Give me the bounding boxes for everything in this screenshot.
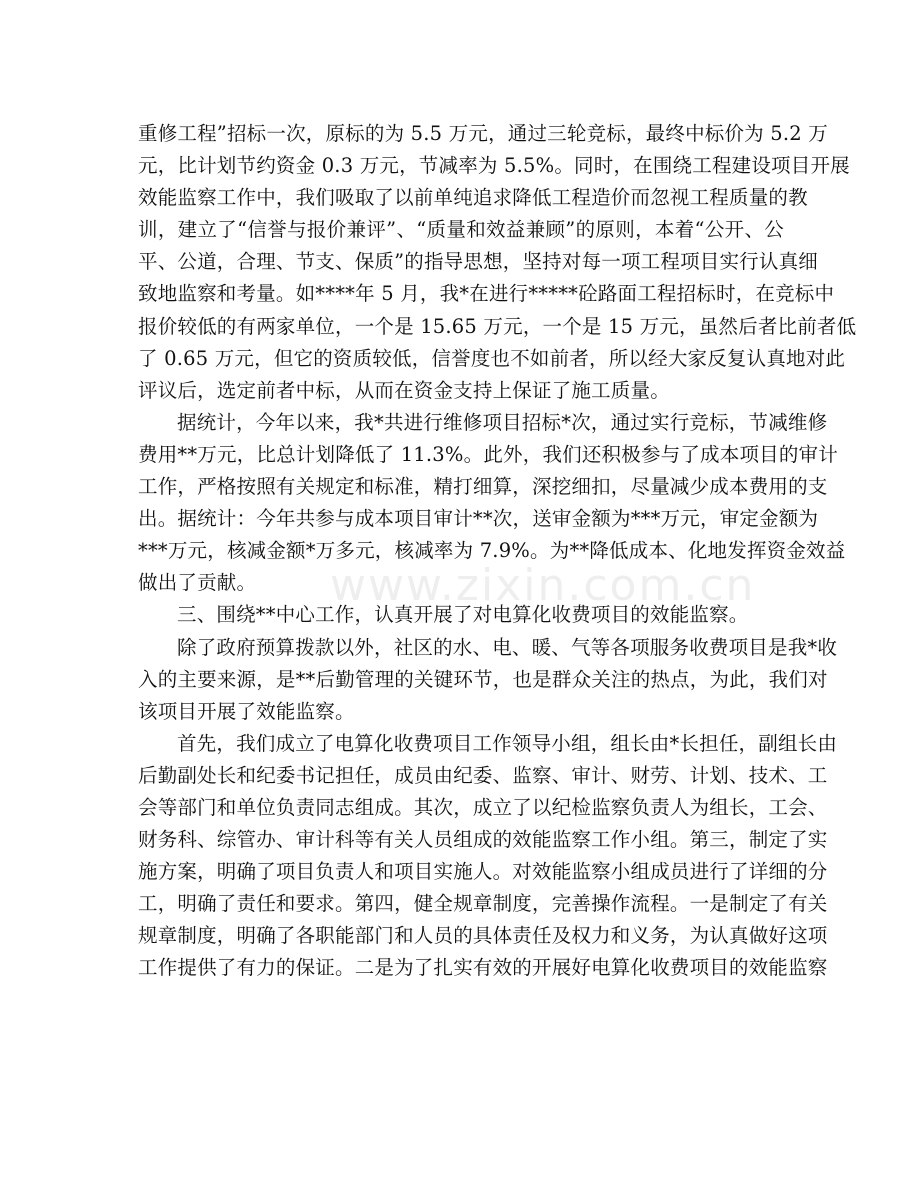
text-line: 工作，严格按照有关规定和标准，精打细算，深挖细扣，尽量减少成本费用的支	[138, 475, 828, 499]
text-line: 首先，我们成立了电算化收费项目工作领导小组，组长由*长担任，副组长由	[177, 731, 838, 755]
text-line: 入的主要来源，是**后勤管理的关键环节，也是群众关注的热点，为此，我们对	[138, 667, 828, 691]
text-line: 效能监察工作中，我们吸取了以前单纯追求降低工程造价而忽视工程质量的教	[138, 186, 808, 210]
text-line: 评议后，选定前者中标，从而在资金支持上保证了施工质量。	[138, 378, 670, 402]
text-line: 除了政府预算拨款以外，社区的水、电、暖、气等各项服务收费项目是我*收	[177, 635, 838, 659]
text-line: 训，建立了“信誉与报价兼评”、“质量和效益兼顾”的原则，本着“公开、公	[138, 218, 784, 242]
text-line: 报价较低的有两家单位，一个是 15.65 万元，一个是 15 万元，虽然后者比前者低	[138, 314, 857, 338]
text-line: 元，比计划节约资金 0.3 万元，节减率为 5.5%。同时，在围绕工程建设项目开展	[138, 154, 850, 178]
paragraph	[138, 407, 846, 600]
text-line: 了 0.65 万元，但它的资质较低，信誉度也不如前者，所以经大家反复认真地对此	[138, 346, 846, 370]
text-line: 财务科、综管办、审计科等有关人员组成的效能监察工作小组。第三，制定了实	[138, 828, 828, 852]
text-line: 致地监察和考量。如****年 5 月，我*在进行*****砼路面工程招标时，在竞标中	[138, 282, 835, 306]
text-line: 规章制度，明确了各职能部门和人员的具体责任及权力和义务，为认真做好这项	[138, 924, 828, 948]
text-line: 据统计，今年以来，我*共进行维修项目招标*次，通过实行竞标，节减维修	[177, 410, 828, 434]
paragraph	[138, 632, 838, 728]
text-line: 会等部门和单位负责同志组成。其次，成立了以纪检监察负责人为组长，工会、	[138, 795, 828, 819]
text-line: 该项目开展了效能监察。	[138, 699, 355, 723]
text-line: 平、公道，合理、节支、保质”的指导思想，坚持对每一项工程项目实行认真细	[138, 250, 818, 274]
document-body	[138, 118, 857, 985]
paragraph	[138, 118, 857, 407]
paragraph	[138, 728, 838, 985]
text-line: 工，明确了责任和要求。第四，健全规章制度，完善操作流程。一是制定了有关	[138, 892, 828, 916]
text-line: ***万元，核减金额*万多元，核减率为 7.9%。为**降低成本、化地发挥资金效益	[138, 539, 846, 563]
text-line: 工作提供了有力的保证。二是为了扎实有效的开展好电算化收费项目的效能监察	[138, 956, 828, 980]
text-line: 费用**万元，比总计划降低了 11.3%。此外，我们还积极参与了成本项目的审计	[138, 442, 838, 466]
watermark: www.zixin.com.cn	[330, 560, 756, 611]
paragraph	[138, 599, 784, 631]
text-line: 重修工程”招标一次，原标的为 5.5 万元，通过三轮竞标，最终中标价为 5.2 万	[138, 122, 828, 145]
text-line: 出。据统计：今年共参与成本项目审计**次，送审金额为***万元，审定金额为	[138, 507, 819, 531]
text-line: 后勤副处长和纪委书记担任，成员由纪委、监察、审计、财劳、计划、技术、工	[138, 763, 828, 787]
text-line: 施方案，明确了项目负责人和项目实施人。对效能监察小组成员进行了详细的分	[138, 860, 828, 884]
text-line: 三、围绕**中心工作，认真开展了对电算化收费项目的效能监察。	[177, 603, 749, 627]
text-line: 做出了贡献。	[138, 571, 257, 595]
